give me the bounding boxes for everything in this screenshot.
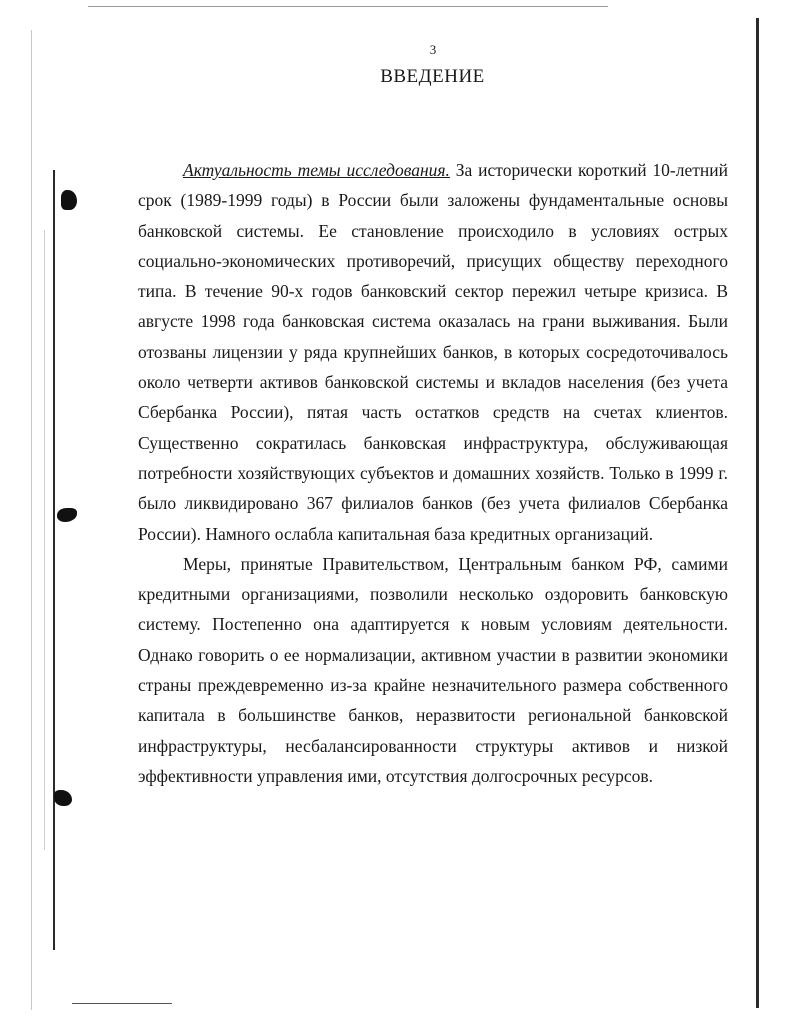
scan-edge-left-outer [31,30,32,1010]
scan-edge-bottom [72,1003,172,1004]
scan-binding-line [53,170,55,950]
page-number: 3 [429,42,437,57]
paragraph-relevance [138,155,728,549]
page-title: ВВЕДЕНИЕ [380,66,485,87]
paragraph-measures-text: Меры, принятые Правительством, Центральным банком РФ, самими кредитными организациями, позволили несколько оздоровить банковскую систему. Постепенно она адаптируется к новым условиям деятельности. Однако говорить о ее нормализации, активном участии в развитии экономики страны преждевременно из-за крайне незначительного размера собственного капитала в большинстве банков, неразвитости региональной банковской инфраструктуры, несбалансированности структуры активов и низкой эффективности управления ими, отсутствия долгосрочных ресурсов. [138,553,728,786]
body-text [138,155,728,791]
scan-edge-top [88,6,608,7]
scan-edge-right [756,18,759,1008]
section-lead: Актуальность темы исследования. [183,160,450,180]
paragraph-measures [138,549,728,791]
scan-edge-left-inner [44,230,45,850]
scan-blot [57,508,77,522]
scan-blot [54,790,72,806]
scan-blot [61,190,77,210]
paragraph-relevance-text: За исторически короткий 10-летний срок (1989-1999 годы) в России были заложены фундаментальные основы банковской системы. Ее становление происходило в условиях острых социально-экономических противоречий, присущих обществу переходного типа. В течение 90-х годов банковский сектор пережил четыре кризиса. В августе 1998 года банковская система оказалась на грани выживания. Были отозваны лицензии у ряда крупнейших банков, в которых сосредоточивалось около четверти активов банковской системы и вкладов населения (без учета Сбербанка России), пятая часть остатков средств на счетах клиентов. Существенно сократилась банковская инфраструктура, обслуживающая потребности хозяйствующих субъектов и домашних хозяйств. Только в 1999 г. было ликвидировано 367 филиалов банков (без учета филиалов Сбербанка России). Намного ослабла капитальная база кредитных организаций. [138,160,728,544]
